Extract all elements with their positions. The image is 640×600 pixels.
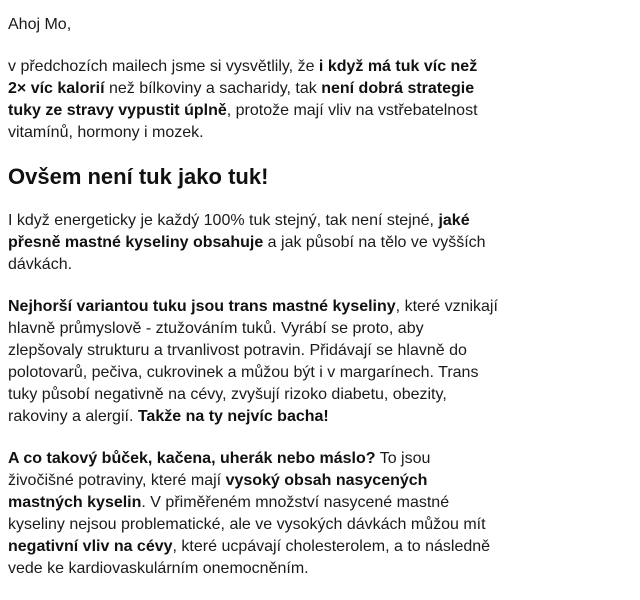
paragraph-text: , protože mají vliv na vstřebatelnost vitamínů, hormony i mozek.: [8, 102, 478, 141]
paragraph-text: . V přiměřeném množství nasycené mastné kyseliny nejsou problematické, ale ve vysokých dávkách můžou mít: [8, 494, 486, 533]
bold-text: není dobrá strategie tuky ze stravy vypustit úplně: [8, 80, 475, 119]
bold-text: negativní vliv na cévy: [8, 538, 173, 555]
paragraph-text: a jak působí na tělo ve vyšších dávkách.: [8, 234, 486, 273]
paragraph-text: To jsou živočišné potraviny, které mají: [8, 450, 431, 489]
paragraph-intro: [8, 56, 498, 144]
paragraph-text: , které vznikají hlavně průmyslově - ztužováním tuků. Vyrábí se proto, aby zlepšovaly strukturu a trvanlivost potravin. Přidávají se hlavně do polotovarů, pečiva, cukrovinek a můžou být i v margarínech. Trans tuky působí negativně na cévy, zvyšují rizoko diabetu, obezity, rakoviny a alergií.: [8, 298, 498, 425]
paragraph-text: I když energeticky je každý 100% tuk stejný, tak není stejné,: [8, 212, 439, 229]
paragraph-saturated-fats: [8, 448, 498, 580]
paragraph-text: , které ucpávají cholesterolem, a to následně vede ke kardiovaskulárním onemocněním.: [8, 538, 491, 577]
paragraph-trans-fats: [8, 296, 498, 428]
paragraph-text: než bílkoviny a sacharidy, tak: [104, 80, 322, 97]
bold-text: jaké přesně mastné kyseliny obsahuje: [8, 212, 470, 251]
bold-text: vysoký obsah nasycených mastných kyselin: [8, 472, 428, 511]
bold-text: A co takový bůček, kačena, uherák nebo máslo?: [8, 450, 376, 467]
bold-text: i když má tuk víc než 2× víc kalorií: [8, 58, 478, 97]
bold-text: Nejhorší variantou tuku jsou trans mastné kyseliny: [8, 298, 396, 315]
bold-text: Takže na ty nejvíc bacha!: [137, 408, 329, 425]
paragraph-energy: [8, 210, 498, 276]
section-heading: Ovšem není tuk jako tuk!: [8, 164, 269, 189]
greeting: Ahoj Mo,: [8, 16, 72, 33]
paragraph-text: v předchozích mailech jsme si vysvětlily, že: [8, 58, 319, 75]
